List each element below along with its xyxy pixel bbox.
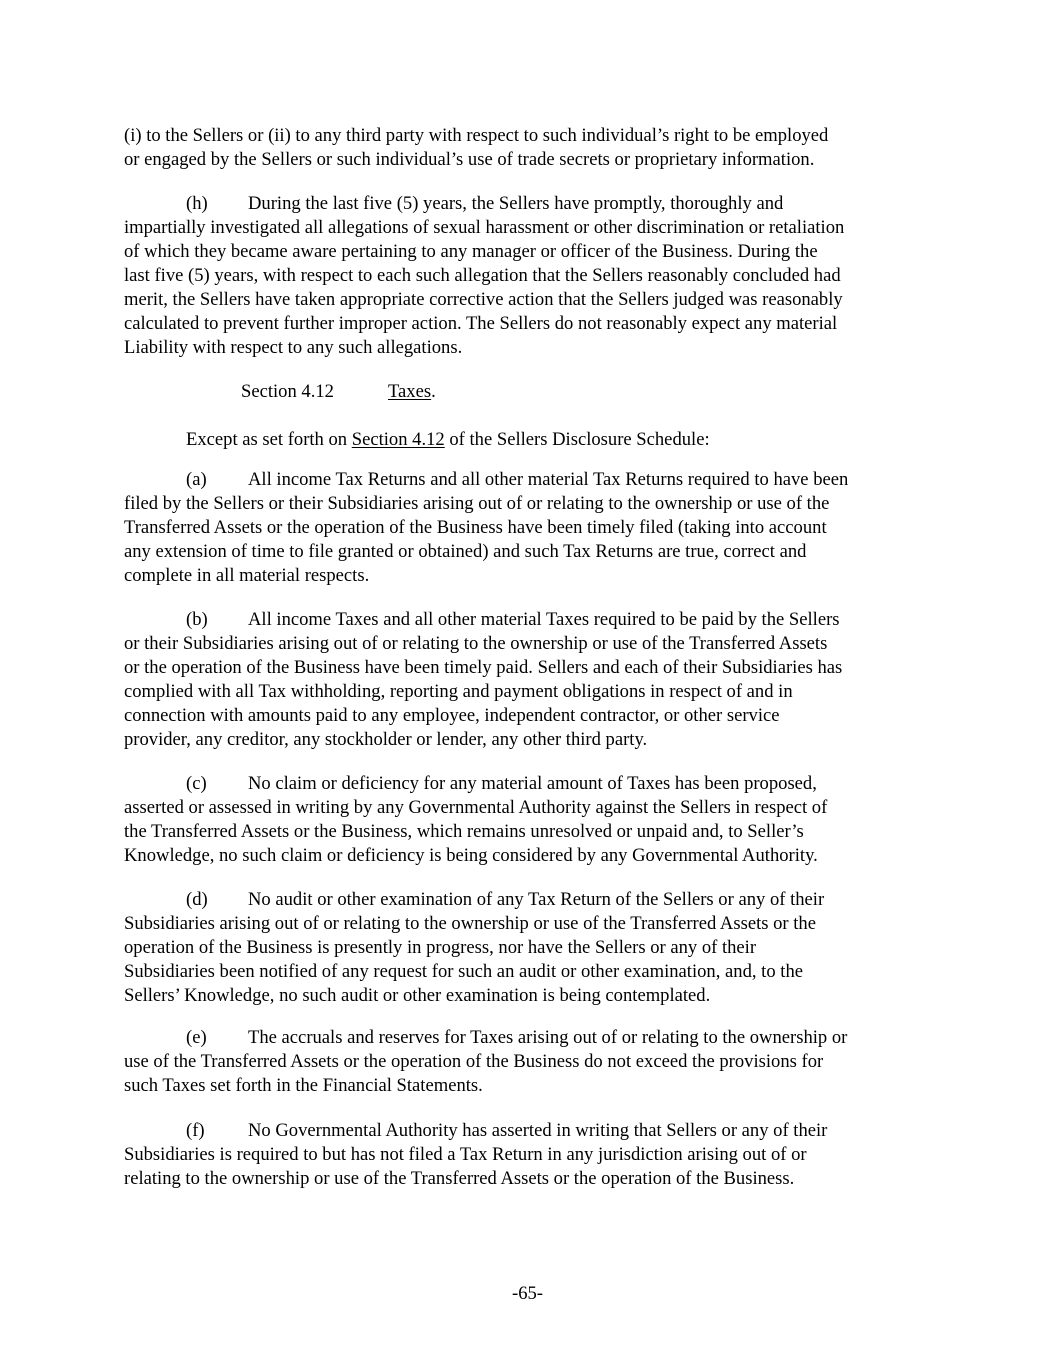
paragraph-text: No claim or deficiency for any material amount of Taxes has been proposed,: [248, 773, 817, 794]
page-number: -65-: [512, 1283, 543, 1304]
paragraph-line: [124, 772, 936, 796]
paragraph-c: [124, 772, 936, 868]
paragraph-label: (f): [186, 1120, 205, 1141]
paragraph-line: Transferred Assets or the operation of the Business have been timely filed (taking into account: [124, 517, 827, 538]
section-reference-link[interactable]: Section 4.12: [351, 429, 445, 450]
paragraph-f: [124, 1119, 936, 1191]
paragraph-line: Subsidiaries been notified of any request for such an audit or other examination, and, to the: [124, 961, 803, 982]
paragraph-label: (b): [186, 609, 208, 630]
paragraph-h: [124, 192, 936, 360]
continuation-paragraph: [124, 124, 936, 172]
paragraph-text: During the last five (5) years, the Sellers have promptly, thoroughly and: [248, 193, 784, 214]
paragraph-line: filed by the Sellers or their Subsidiaries arising out of or relating to the ownership or use of the: [124, 493, 830, 514]
paragraph-line: Subsidiaries is required to but has not filed a Tax Return in any jurisdiction arising out of or: [124, 1144, 807, 1165]
paragraph-line: Sellers’ Knowledge, no such audit or other examination is being contemplated.: [124, 985, 711, 1006]
paragraph-line: use of the Transferred Assets or the operation of the Business do not exceed the provisions for: [124, 1051, 824, 1072]
paragraph-line: provider, any creditor, any stockholder or lender, any other third party.: [124, 729, 648, 750]
paragraph-line: [124, 1026, 936, 1050]
paragraph-line: of which they became aware pertaining to any manager or officer of the Business. During the: [124, 241, 818, 262]
paragraph-line: Liability with respect to any such allegations.: [124, 337, 463, 358]
paragraph-line: the Transferred Assets or the Business, which remains unresolved or unpaid and, to Seller’s: [124, 821, 804, 842]
paragraph-label: (d): [186, 889, 208, 910]
paragraph-line: operation of the Business is presently in progress, nor have the Sellers or any of their: [124, 937, 757, 958]
paragraph-label: (h): [186, 193, 208, 214]
section-title: Taxes: [388, 381, 432, 402]
intro-text-after: of the Sellers Disclosure Schedule:: [444, 429, 710, 450]
section-number: Section 4.12: [241, 381, 334, 402]
paragraph-line: (i) to the Sellers or (ii) to any third party with respect to such individual’s right to be employed: [124, 125, 829, 146]
paragraph-line: complied with all Tax withholding, reporting and payment obligations in respect of and in: [124, 681, 793, 702]
paragraph-label: (a): [186, 469, 207, 490]
paragraph-line: or their Subsidiaries arising out of or relating to the ownership or use of the Transferred Assets: [124, 633, 828, 654]
paragraph-b: [124, 608, 936, 752]
paragraph-line: connection with amounts paid to any employee, independent contractor, or other service: [124, 705, 780, 726]
paragraph-line: [124, 192, 936, 216]
paragraph-a: [124, 468, 936, 588]
section-title-suffix: .: [431, 381, 436, 402]
paragraph-d: [124, 888, 936, 1008]
paragraph-line: last five (5) years, with respect to each such allegation that the Sellers reasonably concluded had: [124, 265, 841, 286]
paragraph-label: (c): [186, 773, 207, 794]
paragraph-line: calculated to prevent further improper action. The Sellers do not reasonably expect any material: [124, 313, 838, 334]
paragraph-e: [124, 1026, 936, 1098]
intro-sentence: [186, 428, 710, 452]
paragraph-line: [124, 608, 936, 632]
paragraph-line: Knowledge, no such claim or deficiency is being considered by any Governmental Authority.: [124, 845, 818, 866]
paragraph-line: or the operation of the Business have been timely paid. Sellers and each of their Subsidiaries has: [124, 657, 843, 678]
paragraph-line: any extension of time to file granted or obtained) and such Tax Returns are true, correct and: [124, 541, 807, 562]
paragraph-line: [124, 468, 936, 492]
paragraph-line: or engaged by the Sellers or such individual’s use of trade secrets or proprietary information.: [124, 149, 815, 170]
paragraph-line: impartially investigated all allegations of sexual harassment or other discrimination or retaliation: [124, 217, 845, 238]
paragraph-line: relating to the ownership or use of the Transferred Assets or the operation of the Business.: [124, 1168, 795, 1189]
paragraph-text: All income Tax Returns and all other material Tax Returns required to have been: [248, 469, 849, 490]
paragraph-line: [124, 888, 936, 912]
paragraph-line: Subsidiaries arising out of or relating to the ownership or use of the Transferred Assets or the: [124, 913, 816, 934]
paragraph-line: asserted or assessed in writing by any Governmental Authority against the Sellers in respect of: [124, 797, 828, 818]
paragraph-text: The accruals and reserves for Taxes arising out of or relating to the ownership or: [248, 1027, 848, 1048]
paragraph-text: No Governmental Authority has asserted in writing that Sellers or any of their: [248, 1120, 828, 1141]
intro-text-before: Except as set forth on: [186, 429, 352, 450]
section-heading: [241, 380, 436, 404]
paragraph-line: complete in all material respects.: [124, 565, 370, 586]
paragraph-line: merit, the Sellers have taken appropriate corrective action that the Sellers judged was reasonably: [124, 289, 843, 310]
paragraph-line: [124, 1119, 936, 1143]
paragraph-label: (e): [186, 1027, 207, 1048]
paragraph-text: All income Taxes and all other material Taxes required to be paid by the Sellers: [248, 609, 840, 630]
paragraph-line: such Taxes set forth in the Financial Statements.: [124, 1075, 483, 1096]
paragraph-text: No audit or other examination of any Tax Return of the Sellers or any of their: [248, 889, 825, 910]
